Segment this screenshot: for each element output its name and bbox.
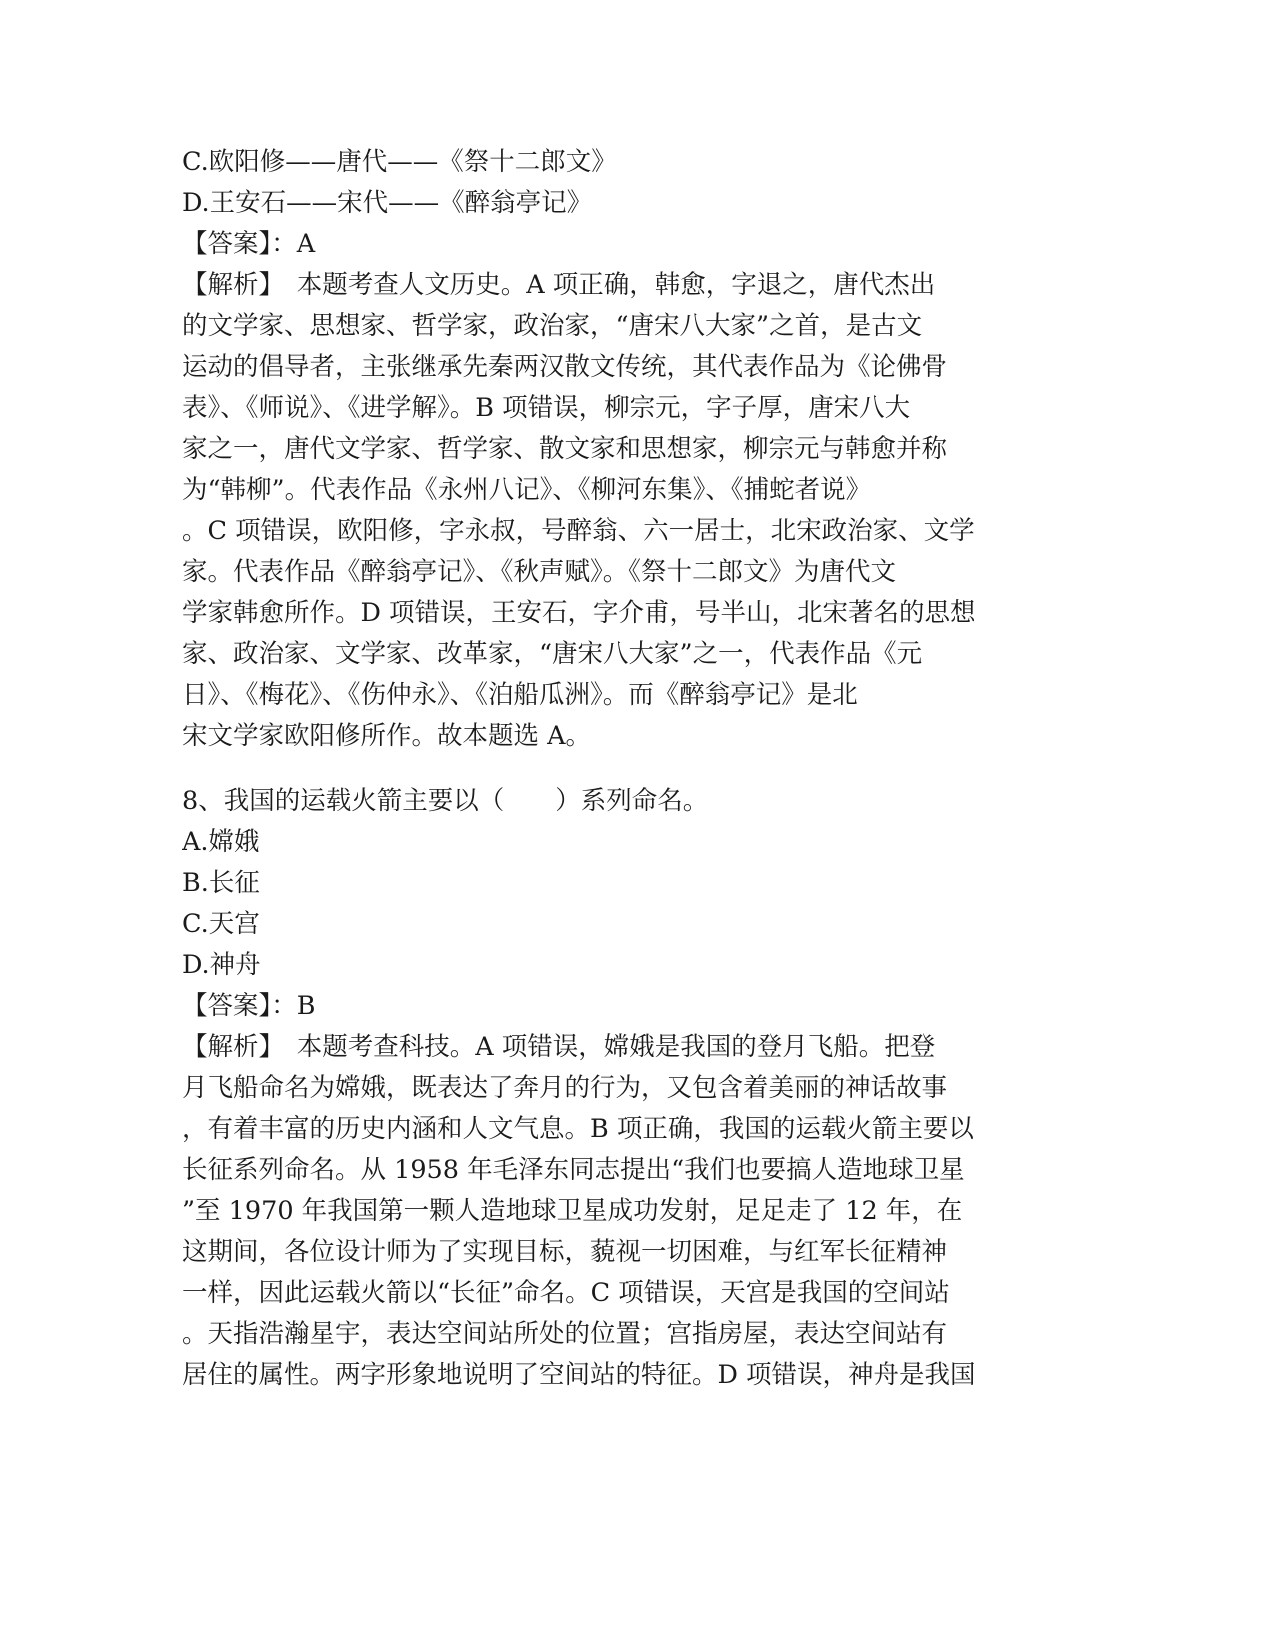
analysis-line: 学家韩愈所作。D 项错误，王安石，字介甫，号半山，北宋著名的思想: [182, 598, 976, 628]
analysis-line: 宋文学家欧阳修所作。故本题选 A。: [182, 721, 592, 751]
analysis-line: 长征系列命名。从 1958 年毛泽东同志提出“我们也要搞人造地球卫星: [182, 1155, 965, 1185]
analysis-line: 。C 项错误，欧阳修，字永叔，号醉翁、六一居士，北宋政治家、文学: [182, 516, 975, 546]
answer-line: 【答案】：B: [182, 991, 316, 1021]
option-a: A.嫦娥: [182, 827, 260, 857]
analysis-line: 日》、《梅花》、《伤仲永》、《泊船瓜洲》。而《醉翁亭记》是北: [182, 680, 858, 710]
option-b: B.长征: [182, 868, 260, 898]
option-c: C.天宫: [182, 909, 260, 939]
option-c: C.欧阳修——唐代——《祭十二郎文》: [182, 147, 617, 177]
analysis-line: ，有着丰富的历史内涵和人文气息。B 项正确，我国的运载火箭主要以: [182, 1114, 974, 1144]
analysis-line: 家之一，唐代文学家、哲学家、散文家和思想家，柳宗元与韩愈并称: [182, 434, 948, 464]
analysis-line: 家。代表作品《醉翁亭记》、《秋声赋》。《祭十二郎文》为唐代文: [182, 557, 897, 587]
question-stem: 8、我国的运载火箭主要以（ ）系列命名。: [182, 786, 709, 816]
analysis-line: 【解析】 本题考查科技。A 项错误，嫦娥是我国的登月飞船。把登: [182, 1032, 936, 1062]
analysis-line: 为“韩柳”。代表作品《永州八记》、《柳河东集》、《捕蛇者说》: [182, 475, 872, 505]
analysis-line: 这期间，各位设计师为了实现目标，藐视一切困难，与红军长征精神: [182, 1237, 948, 1267]
analysis-line: 【解析】 本题考查人文历史。A 项正确，韩愈，字退之，唐代杰出: [182, 270, 936, 300]
answer-line: 【答案】：A: [182, 229, 316, 259]
analysis-line: 家、政治家、文学家、改革家，“唐宋八大家”之一，代表作品《元: [182, 639, 923, 669]
analysis-line: 表》、《师说》、《进学解》。B 项错误，柳宗元，字子厚，唐宋八大: [182, 393, 911, 423]
option-d: D.王安石——宋代——《醉翁亭记》: [182, 188, 593, 218]
analysis-line: 一样，因此运载火箭以“长征”命名。C 项错误，天宫是我国的空间站: [182, 1278, 950, 1308]
analysis-line: 月飞船命名为嫦娥，既表达了奔月的行为，又包含着美丽的神话故事: [182, 1073, 948, 1103]
analysis-line: 运动的倡导者，主张继承先秦两汉散文传统，其代表作品为《论佛骨: [182, 352, 948, 382]
analysis-line: 的文学家、思想家、哲学家，政治家，“唐宋八大家”之首，是古文: [182, 311, 923, 341]
analysis-line: ”至 1970 年我国第一颗人造地球卫星成功发射，足足走了 12 年，在: [182, 1196, 963, 1226]
option-d: D.神舟: [182, 950, 261, 980]
analysis-line: 居住的属性。两字形象地说明了空间站的特征。D 项错误，神舟是我国: [182, 1360, 976, 1390]
analysis-line: 。天指浩瀚星宇，表达空间站所处的位置；宫指房屋，表达空间站有: [182, 1319, 948, 1349]
